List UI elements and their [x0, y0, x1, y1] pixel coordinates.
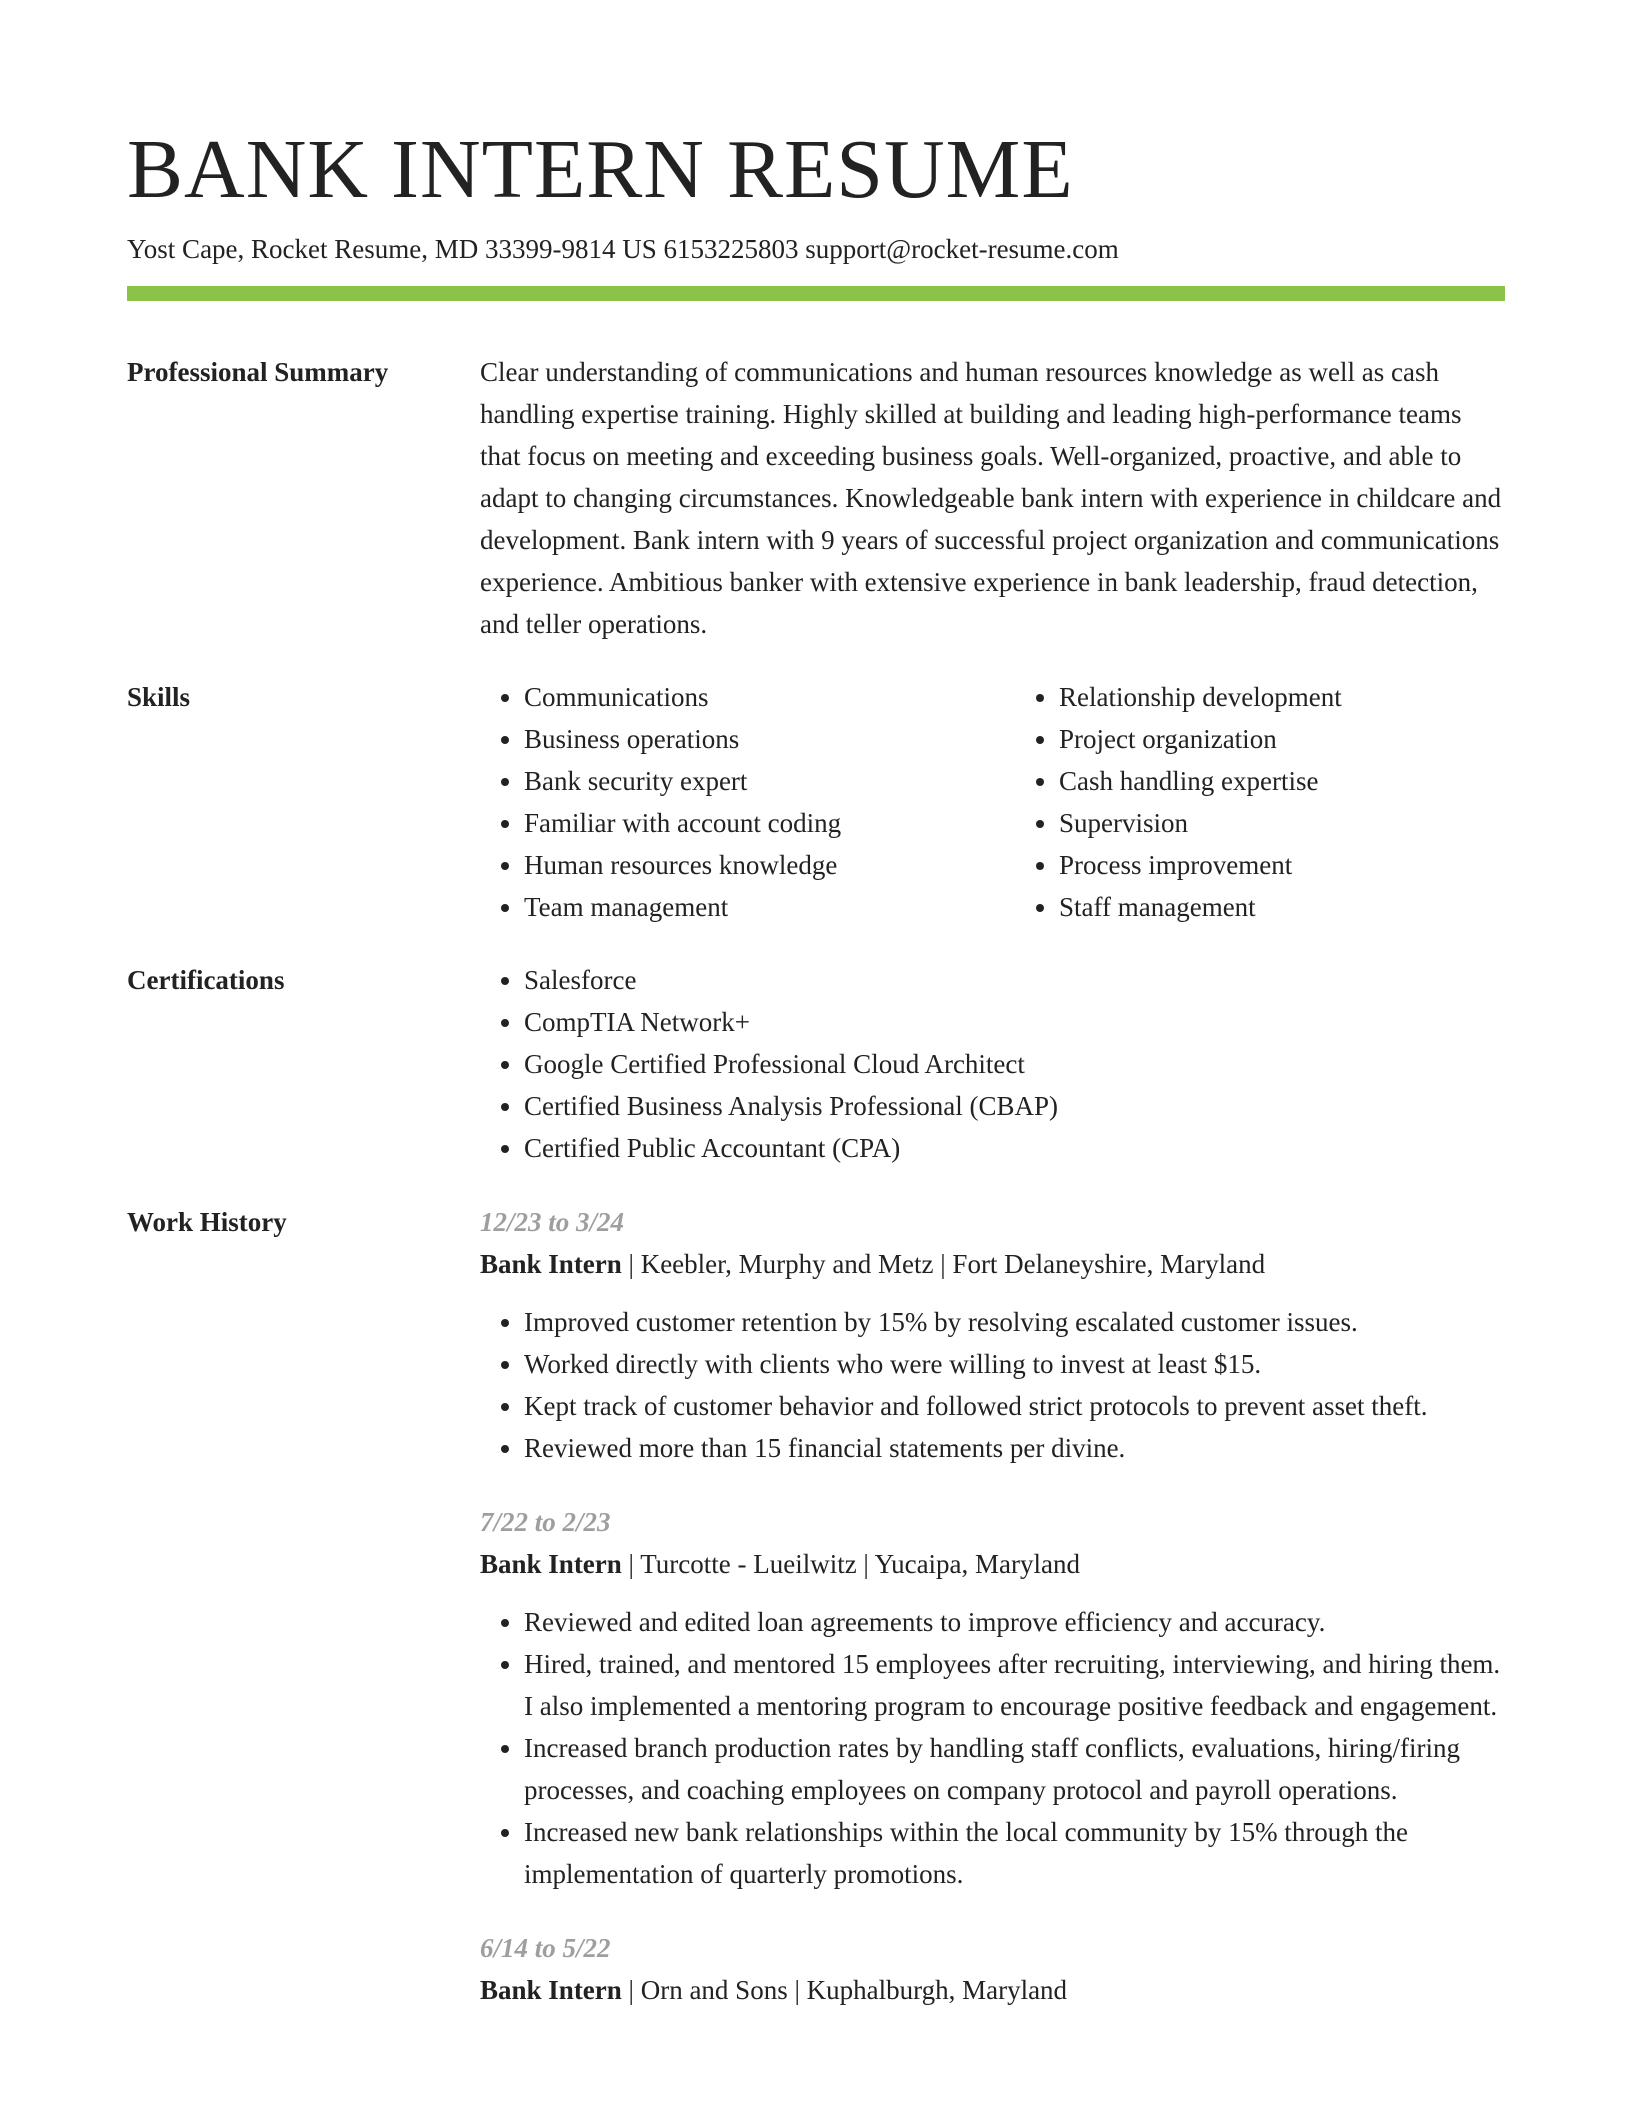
job-details: | Keebler, Murphy and Metz | Fort Delaneyshire, Maryland [621, 1249, 1266, 1279]
job-bullets [480, 1601, 1505, 1895]
skill-item: • Human resources knowledge [524, 844, 970, 886]
resume-title: BANK INTERN RESUME [127, 123, 1074, 216]
skills-label: Skills [127, 682, 191, 712]
certifications-list [480, 959, 1505, 1169]
job-bullet: • Improved customer retention by 15% by resolving escalated customer issues. [524, 1301, 1505, 1343]
job-dates: 6/14 to 5/22 [480, 1933, 611, 1963]
contact-line: Yost Cape, Rocket Resume, MD 33399-9814 US 6153225803 support@rocket-resume.com [127, 234, 1119, 264]
certifications-label: Certifications [127, 965, 285, 995]
job-bullet: • Increased new bank relationships within the local community by 15% through the implementation of quarterly promotions. [524, 1811, 1505, 1895]
skills-body [480, 676, 1505, 928]
skill-item: • Relationship development [1059, 676, 1505, 718]
certification-item: • Google Certified Professional Cloud Architect [524, 1043, 1505, 1085]
work-history-label: Work History [127, 1207, 287, 1237]
job-heading [480, 1969, 1505, 2011]
skill-item: • Process improvement [1059, 844, 1505, 886]
job-dates: 12/23 to 3/24 [480, 1207, 625, 1237]
job-entry [480, 1201, 1505, 1469]
job-entry [480, 1501, 1505, 1895]
job-bullet: • Reviewed and edited loan agreements to improve efficiency and accuracy. [524, 1601, 1505, 1643]
job-dates: 7/22 to 2/23 [480, 1507, 611, 1537]
job-bullets [480, 1301, 1505, 1469]
certifications-body [480, 959, 1505, 1169]
certification-item: • Certified Public Accountant (CPA) [524, 1127, 1505, 1169]
certification-item: • Salesforce [524, 959, 1505, 1001]
job-bullet: • Hired, trained, and mentored 15 employees after recruiting, interviewing, and hiring them. I also implemented a mentoring program to encourage positive feedback and engagement. [524, 1643, 1505, 1727]
job-title: Bank Intern [480, 1975, 622, 2005]
summary-label: Professional Summary [127, 357, 389, 387]
summary-text: Clear understanding of communications and human resources knowledge as well as cash handling expertise training. Highly skilled at building and leading high-performance teams that focus on meeting and exceeding business goals. Well-organized, proactive, and able to adapt to changing circumstances. Knowledgeable bank intern with experience in childcare and development. Bank intern with 9 years of successful project organization and communications experience. Ambitious banker with extensive experience in bank leadership, fraud detection, and teller operations. [480, 357, 1502, 639]
job-heading [480, 1543, 1505, 1585]
job-heading [480, 1243, 1505, 1285]
job-bullet: • Reviewed more than 15 financial statements per divine. [524, 1427, 1505, 1469]
job-entry [480, 1927, 1505, 2011]
skills-list-left [480, 676, 970, 928]
job-title: Bank Intern [480, 1249, 622, 1279]
work-history-body [480, 1201, 1505, 2011]
job-bullet: • Worked directly with clients who were willing to invest at least $15. [524, 1343, 1505, 1385]
certification-item: • Certified Business Analysis Professional (CBAP) [524, 1085, 1505, 1127]
job-bullet: • Increased branch production rates by handling staff conflicts, evaluations, hiring/firing processes, and coaching employees on company protocol and payroll operations. [524, 1727, 1505, 1811]
header-divider [127, 286, 1505, 301]
skills-list-right [1015, 676, 1505, 928]
job-details: | Turcotte - Lueilwitz | Yucaipa, Maryland [621, 1549, 1081, 1579]
job-details: | Orn and Sons | Kuphalburgh, Maryland [621, 1975, 1068, 2005]
skill-item: • Project organization [1059, 718, 1505, 760]
skill-item: • Team management [524, 886, 970, 928]
job-bullet: • Kept track of customer behavior and followed strict protocols to prevent asset theft. [524, 1385, 1505, 1427]
skill-item: • Cash handling expertise [1059, 760, 1505, 802]
summary-body [480, 351, 1505, 645]
skill-item: • Bank security expert [524, 760, 970, 802]
certification-item: • CompTIA Network+ [524, 1001, 1505, 1043]
skill-item: • Familiar with account coding [524, 802, 970, 844]
skill-item: • Business operations [524, 718, 970, 760]
skill-item: • Communications [524, 676, 970, 718]
job-title: Bank Intern [480, 1549, 622, 1579]
skill-item: • Staff management [1059, 886, 1505, 928]
skill-item: • Supervision [1059, 802, 1505, 844]
